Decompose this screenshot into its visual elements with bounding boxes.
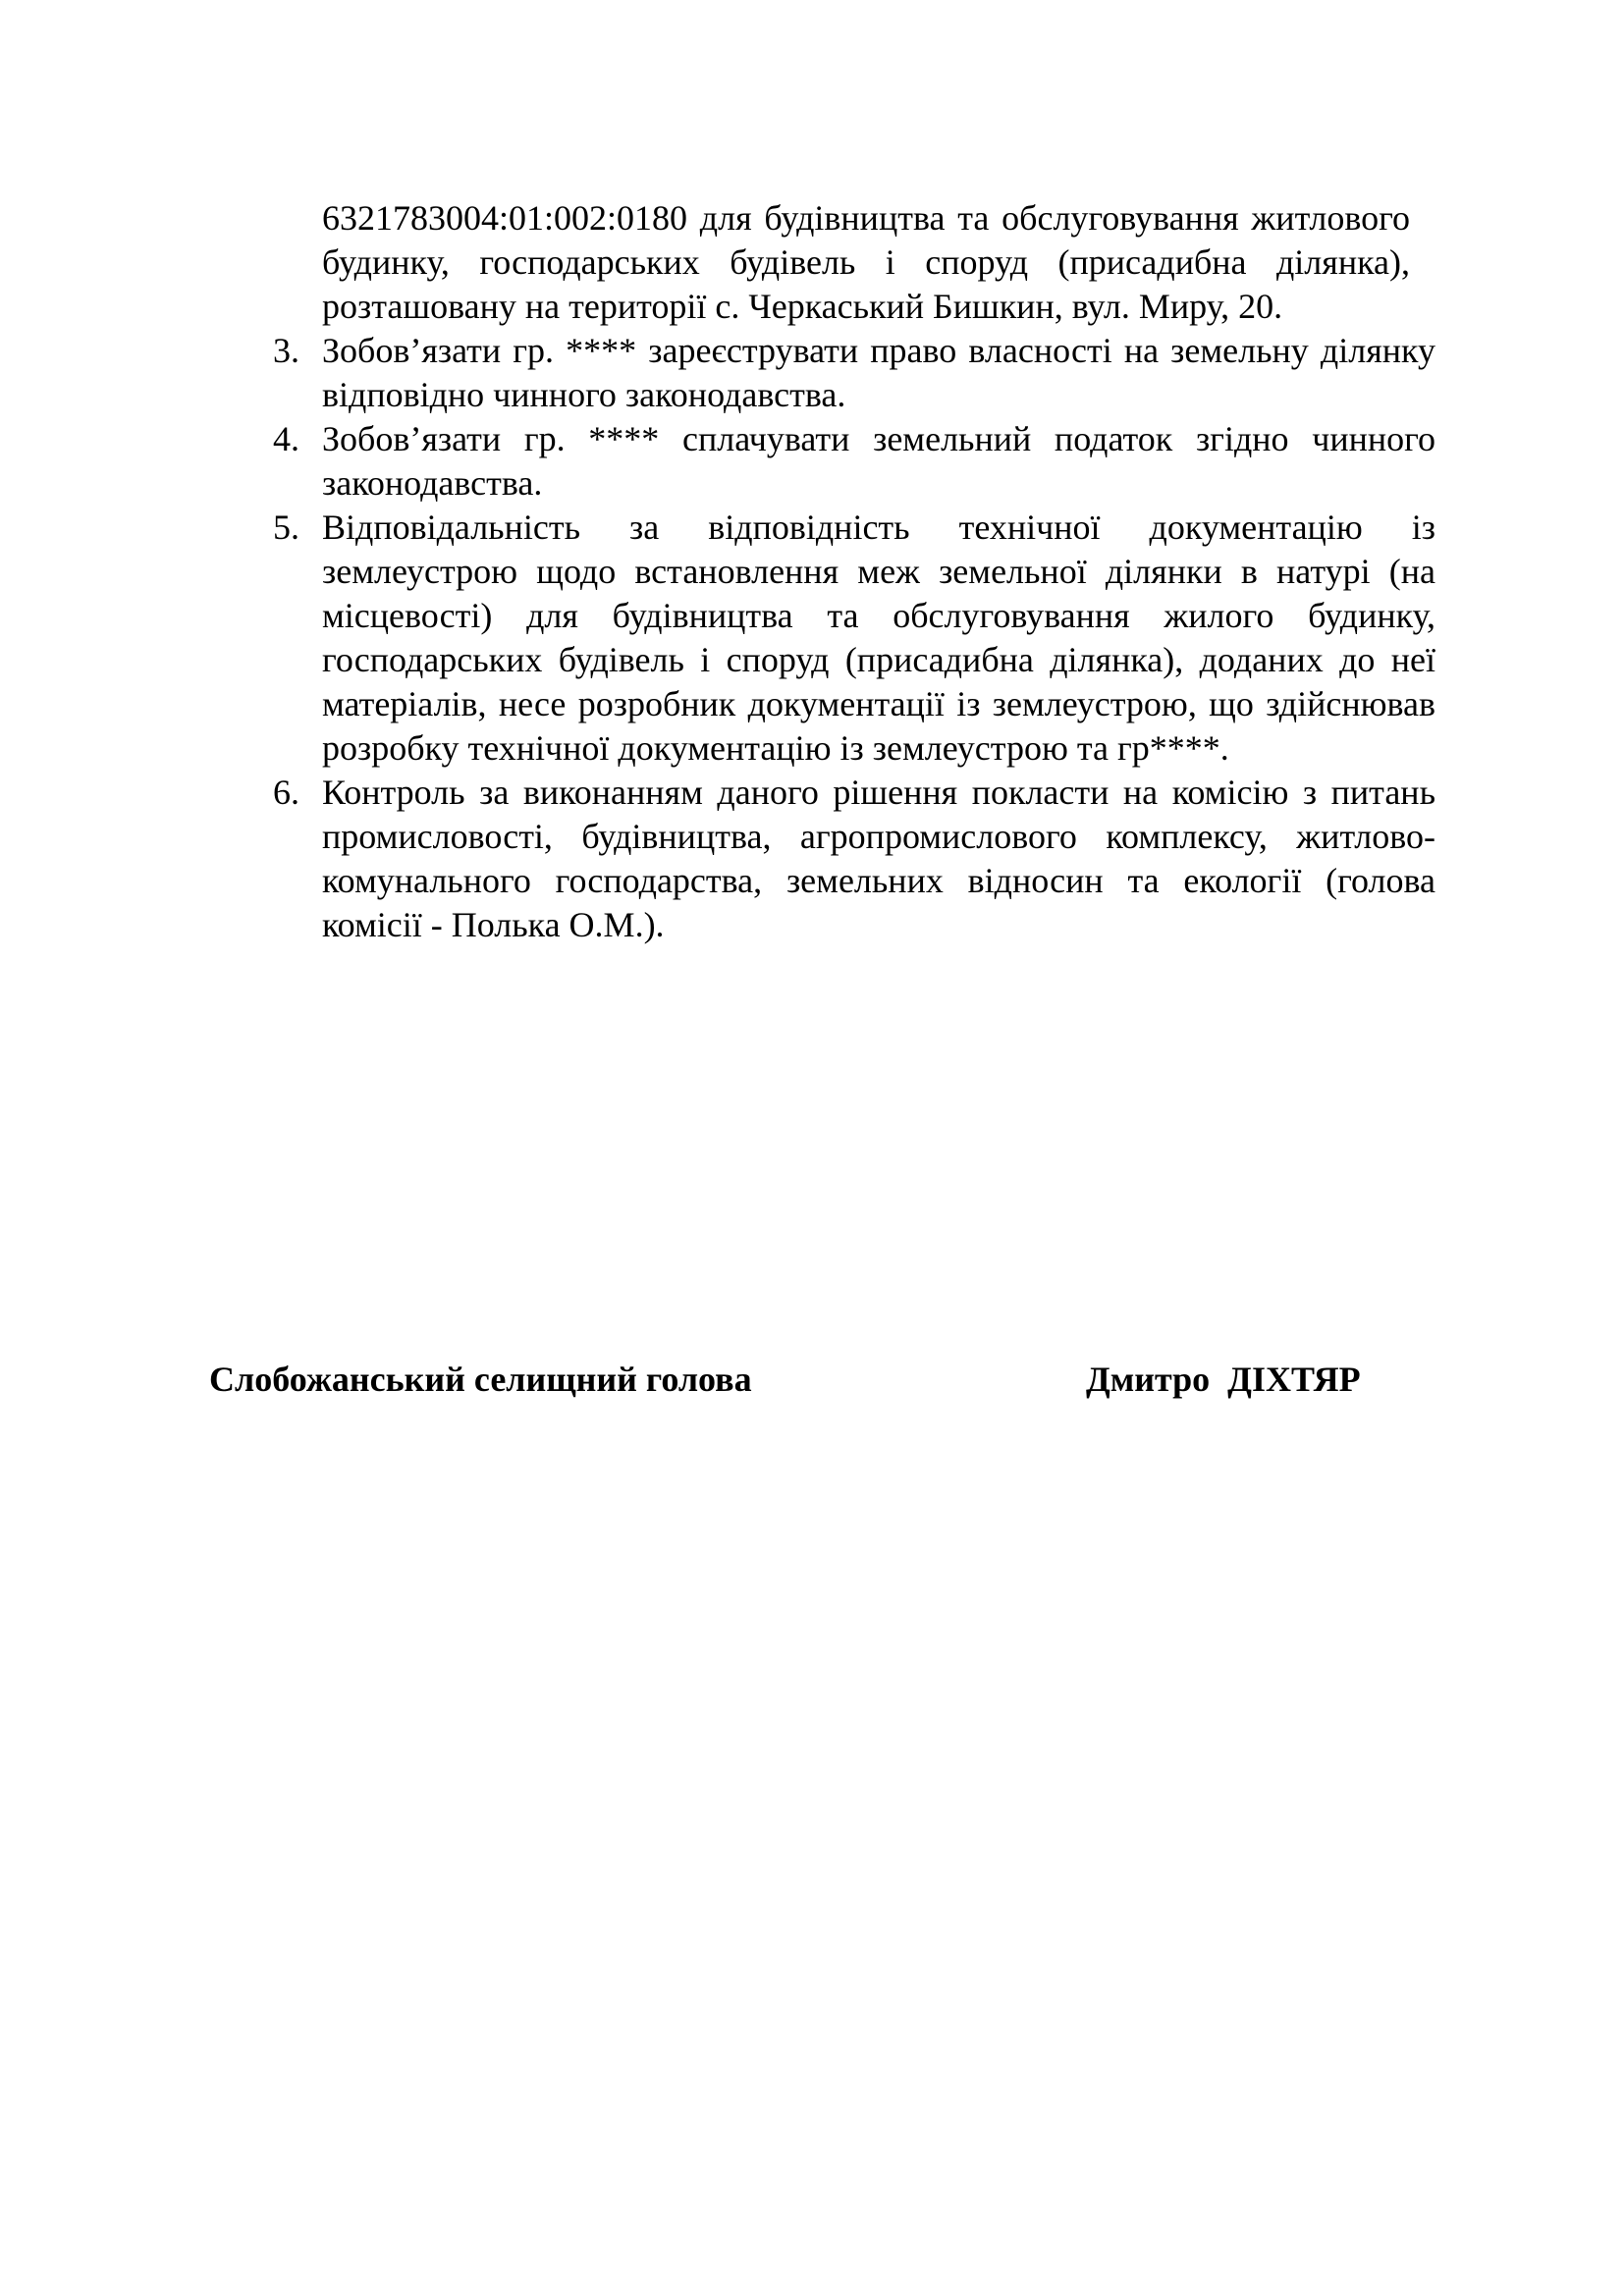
continuation-paragraph: 6321783004:01:002:0180 для будівництва та обслуговування житлового будинку, господарських будівель і споруд (присадибна ділянка), розташовану на території с. Черкаський Бишкин, вул. Миру, 20. xyxy=(322,198,1410,326)
document-body xyxy=(273,196,1435,947)
list-item-5 xyxy=(273,506,1435,771)
list-item-6 xyxy=(273,771,1435,947)
list-item-text: Відповідальність за відповідність технічної документацію із землеустрою щодо встановлення меж земельної ділянки в натурі (на місцевості) для будівництва та обслуговування жилого будинку, господарських будівель і споруд (присадибна ділянка), доданих до неї матеріалів, несе розробник документації із землеустрою, що здійснював розробку технічної документацію із землеустрою та гр****. xyxy=(322,507,1435,768)
list-item-3 xyxy=(273,329,1435,417)
list-item-number: 4. xyxy=(273,419,299,458)
list-item-number: 3. xyxy=(273,331,299,370)
list-item-text: Зобов’язати гр. **** сплачувати земельний податок згідно чинного законодавства. xyxy=(322,419,1435,503)
list-item-number: 6. xyxy=(273,773,299,812)
signatory-name: Дмитро ДІХТЯР xyxy=(1086,1360,1361,1399)
list-item-4 xyxy=(273,417,1435,506)
list-item-text: Контроль за виконанням даного рішення покласти на комісію з питань промисловості, будівництва, агропромислового комплексу, житлово-комунального господарства, земельних відносин та екології (голова комісії - Полька О.М.). xyxy=(322,773,1435,944)
list-item-text: Зобов’язати гр. **** зареєструвати право власності на земельну ділянку відповідно чинного законодавства. xyxy=(322,331,1435,414)
list-item-number: 5. xyxy=(273,507,299,547)
signatory-title: Слобожанський селищний голова xyxy=(209,1360,752,1399)
